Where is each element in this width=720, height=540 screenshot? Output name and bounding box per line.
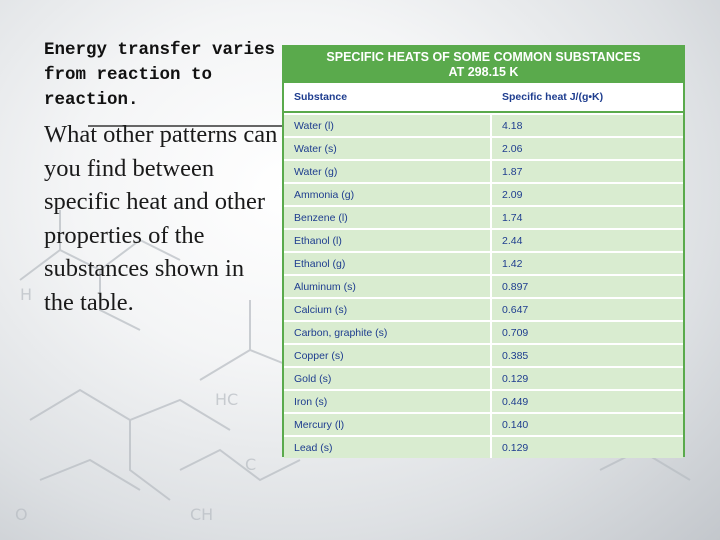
specific-heat-cell: 1.87	[502, 165, 523, 178]
specific-heat-cell: 0.140	[502, 418, 529, 431]
table-row	[284, 320, 683, 343]
table-body	[284, 83, 683, 458]
specific-heat-cell: 2.44	[502, 234, 523, 247]
substance-cell: Water (l)	[284, 115, 492, 136]
table-row	[284, 113, 683, 136]
specific-heat-cell: 0.709	[502, 326, 529, 339]
table-row	[284, 274, 683, 297]
substance-cell: Aluminum (s)	[284, 276, 492, 297]
slide-title: Energy transfer varies from reaction to reaction.	[44, 40, 276, 110]
substance-cell: Ethanol (g)	[284, 253, 492, 274]
specific-heat-cell: 1.42	[502, 257, 523, 270]
specific-heat-cell: 0.385	[502, 349, 529, 362]
substance-cell: Benzene (l)	[284, 207, 492, 228]
substance-cell: Iron (s)	[284, 391, 492, 412]
specific-heat-cell: 4.18	[502, 119, 523, 132]
substance-cell: Water (s)	[284, 138, 492, 159]
substance-cell: Lead (s)	[284, 437, 492, 458]
specific-heat-cell: 0.897	[502, 280, 529, 293]
substance-cell: Carbon, graphite (s)	[284, 322, 492, 343]
table-row	[284, 412, 683, 435]
table-row	[284, 297, 683, 320]
table-row	[284, 228, 683, 251]
table-row	[284, 205, 683, 228]
svg-text:H: H	[20, 285, 33, 304]
column-header-specific-heat: Specific heat J/(g•K)	[502, 91, 604, 103]
table-heading-line2: AT 298.15 K	[448, 65, 519, 79]
specific-heat-cell: 1.74	[502, 211, 523, 224]
svg-text:O: O	[15, 505, 28, 524]
table-row	[284, 435, 683, 458]
table-rows	[284, 113, 683, 458]
substance-cell: Copper (s)	[284, 345, 492, 366]
svg-text:C: C	[245, 455, 257, 474]
specific-heat-cell: 0.129	[502, 372, 529, 385]
substance-cell: Water (g)	[284, 161, 492, 182]
substance-cell: Ammonia (g)	[284, 184, 492, 205]
table-row	[284, 366, 683, 389]
table-header-row	[284, 83, 683, 113]
specific-heat-cell: 2.09	[502, 188, 523, 201]
substance-cell: Calcium (s)	[284, 299, 492, 320]
table-heading-line1: SPECIFIC HEATS OF SOME COMMON SUBSTANCES	[326, 50, 641, 64]
table-row	[284, 251, 683, 274]
specific-heat-cell: 0.449	[502, 395, 529, 408]
substance-cell: Mercury (l)	[284, 414, 492, 435]
specific-heat-cell: 0.647	[502, 303, 529, 316]
substance-cell: Gold (s)	[284, 368, 492, 389]
svg-text:HC: HC	[215, 390, 239, 409]
svg-text:CH: CH	[190, 505, 214, 524]
table-row	[284, 343, 683, 366]
table-row	[284, 182, 683, 205]
table-heading	[284, 47, 683, 83]
slide-body-text: What other patterns can you find between specific heat and other properties of the substances shown in the table.	[44, 121, 278, 316]
table-row	[284, 389, 683, 412]
column-header-substance: Substance	[294, 91, 348, 103]
specific-heat-cell: 0.129	[502, 441, 529, 454]
table-row	[284, 136, 683, 159]
substance-cell: Ethanol (l)	[284, 230, 492, 251]
specific-heat-table	[282, 45, 685, 457]
table-row	[284, 159, 683, 182]
specific-heat-cell: 2.06	[502, 142, 523, 155]
